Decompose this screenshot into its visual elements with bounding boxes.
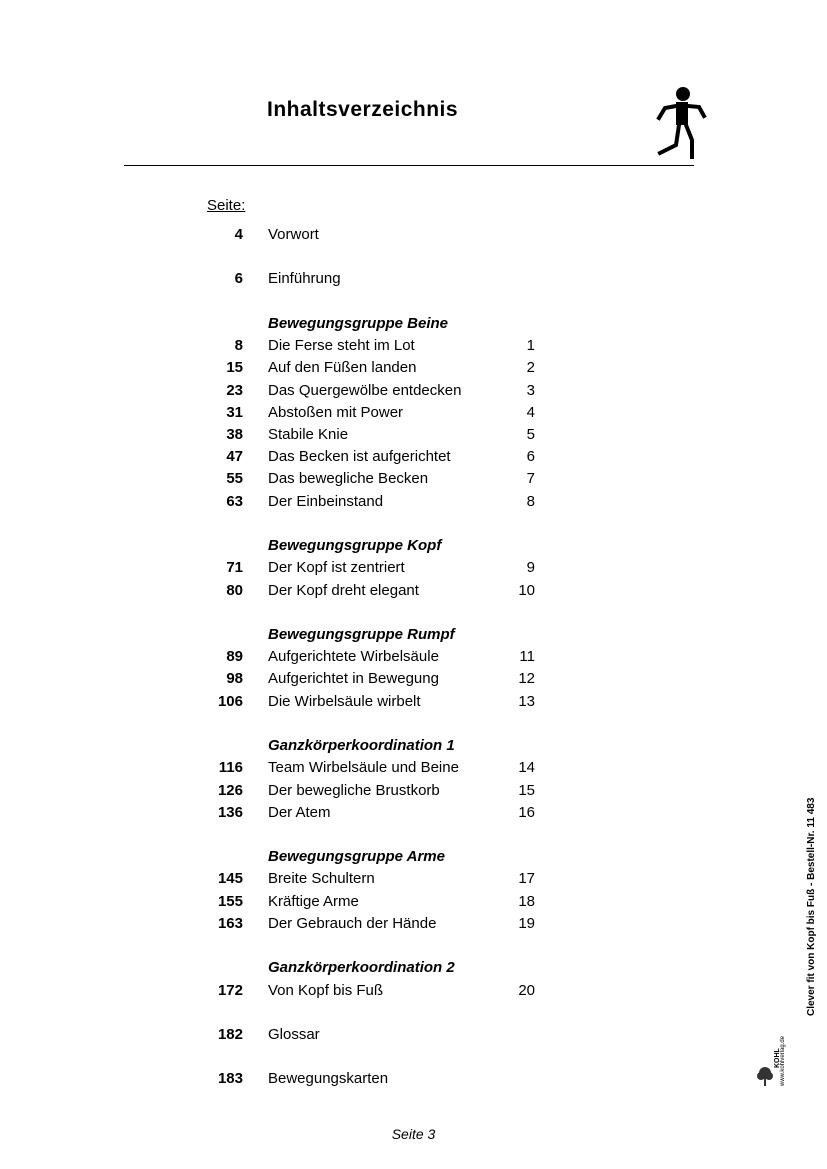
toc-entry-title: Der Kopf dreht elegant bbox=[268, 582, 419, 599]
toc-page-number: 106 bbox=[217, 693, 243, 710]
toc-entry bbox=[0, 470, 600, 490]
publisher-tree-logo-icon bbox=[756, 1066, 774, 1088]
toc-exercise-number: 7 bbox=[526, 470, 535, 487]
toc-entry-title: Abstoßen mit Power bbox=[268, 404, 404, 421]
toc-entry bbox=[0, 559, 600, 579]
toc-page-number: 126 bbox=[217, 782, 243, 799]
toc-entry-title: Der Gebrauch der Hände bbox=[268, 915, 437, 932]
toc-entry bbox=[0, 648, 600, 668]
toc-entry bbox=[0, 359, 600, 379]
toc-page-number: 4 bbox=[234, 226, 243, 243]
toc-page-number: 23 bbox=[226, 382, 243, 399]
toc-entry-title: Breite Schultern bbox=[268, 870, 375, 887]
toc-page-number: 163 bbox=[217, 915, 243, 932]
toc-exercise-number: 9 bbox=[526, 559, 535, 576]
toc-entry-title: Aufgerichtete Wirbelsäule bbox=[268, 648, 439, 665]
toc-entry-title: Von Kopf bis Fuß bbox=[268, 982, 384, 999]
toc-exercise-number: 13 bbox=[518, 693, 535, 710]
toc-section-heading bbox=[0, 626, 600, 646]
toc-exercise-number: 19 bbox=[518, 915, 535, 932]
toc-entry bbox=[0, 582, 600, 602]
toc-entry bbox=[0, 870, 600, 890]
toc-entry-title: Team Wirbelsäule und Beine bbox=[268, 759, 459, 776]
publisher-url: www.kohlverlag.de bbox=[780, 1035, 786, 1086]
toc-entry-title: Das bewegliche Becken bbox=[268, 470, 429, 487]
toc-page-number: 182 bbox=[217, 1026, 243, 1043]
toc-entry-title: Stabile Knie bbox=[268, 426, 349, 443]
toc-exercise-number: 12 bbox=[518, 670, 535, 687]
toc-heading-title: Ganzkörperkoordination 1 bbox=[268, 737, 455, 754]
toc-entry-title: Auf den Füßen landen bbox=[268, 359, 417, 376]
toc-heading-title: Ganzkörperkoordination 2 bbox=[268, 959, 455, 976]
toc-entry-title: Der Atem bbox=[268, 804, 331, 821]
toc-page-number: 98 bbox=[226, 670, 243, 687]
toc-page-number: 145 bbox=[217, 870, 243, 887]
toc-entry bbox=[0, 670, 600, 690]
toc-section-heading bbox=[0, 537, 600, 557]
toc-entry bbox=[0, 693, 600, 713]
toc-entry-title: Der Kopf ist zentriert bbox=[268, 559, 405, 576]
order-info-vertical: Clever fit von Kopf bis Fuß - Bestell-Nr. 11 483 bbox=[806, 797, 817, 1016]
running-figure-icon bbox=[650, 84, 710, 164]
header-divider bbox=[124, 165, 694, 166]
toc-entry-title: Kräftige Arme bbox=[268, 893, 359, 910]
toc-section-heading bbox=[0, 848, 600, 868]
toc-section-heading bbox=[0, 315, 600, 335]
toc-entry bbox=[0, 893, 600, 913]
toc-exercise-number: 3 bbox=[526, 382, 535, 399]
toc-entry-title: Glossar bbox=[268, 1026, 320, 1043]
toc-entry bbox=[0, 270, 600, 290]
toc-page-number: 89 bbox=[226, 648, 243, 665]
toc-page-number: 183 bbox=[217, 1070, 243, 1087]
toc-entry-title: Einführung bbox=[268, 270, 341, 287]
toc-entry-title: Der bewegliche Brustkorb bbox=[268, 782, 440, 799]
toc-page-number: 155 bbox=[217, 893, 243, 910]
toc-entry bbox=[0, 337, 600, 357]
toc-exercise-number: 20 bbox=[518, 982, 535, 999]
toc-entry-title: Der Einbeinstand bbox=[268, 493, 384, 510]
toc-page-number: 8 bbox=[234, 337, 243, 354]
toc-page-number: 6 bbox=[234, 270, 243, 287]
page-number-footer: Seite 3 bbox=[391, 1126, 436, 1142]
toc-page-number: 15 bbox=[226, 359, 243, 376]
toc-exercise-number: 5 bbox=[526, 426, 535, 443]
toc-entry bbox=[0, 759, 600, 779]
toc-exercise-number: 10 bbox=[518, 582, 535, 599]
page-column-label: Seite: bbox=[207, 197, 246, 214]
toc-entry bbox=[0, 1070, 600, 1090]
toc-entry-title: Die Ferse steht im Lot bbox=[268, 337, 415, 354]
toc-exercise-number: 14 bbox=[518, 759, 535, 776]
publisher-logo bbox=[756, 1020, 786, 1088]
toc-entry bbox=[0, 804, 600, 824]
toc-page-number: 172 bbox=[217, 982, 243, 999]
page-title: Inhaltsverzeichnis bbox=[267, 98, 459, 121]
toc-exercise-number: 8 bbox=[526, 493, 535, 510]
toc-entry-title: Das Becken ist aufgerichtet bbox=[268, 448, 451, 465]
toc-exercise-number: 4 bbox=[526, 404, 535, 421]
toc-page-number: 116 bbox=[218, 759, 243, 776]
toc-entry bbox=[0, 382, 600, 402]
toc-entry bbox=[0, 226, 600, 246]
toc-entry-title: Die Wirbelsäule wirbelt bbox=[268, 693, 421, 710]
toc-section-heading bbox=[0, 737, 600, 757]
toc-entry bbox=[0, 915, 600, 935]
toc-exercise-number: 16 bbox=[518, 804, 535, 821]
toc-exercise-number: 18 bbox=[518, 893, 535, 910]
toc-page-number: 63 bbox=[226, 493, 243, 510]
toc-exercise-number: 6 bbox=[526, 448, 535, 465]
toc-heading-title: Bewegungsgruppe Kopf bbox=[268, 537, 442, 554]
toc-heading-title: Bewegungsgruppe Arme bbox=[268, 848, 445, 865]
publisher-name: KOHL bbox=[774, 1048, 781, 1068]
toc-page-number: 55 bbox=[226, 470, 243, 487]
toc-entry bbox=[0, 426, 600, 446]
toc-heading-title: Bewegungsgruppe Beine bbox=[268, 315, 449, 332]
toc-entry bbox=[0, 404, 600, 424]
toc-page-number: 31 bbox=[226, 404, 243, 421]
toc-entry bbox=[0, 1026, 600, 1046]
toc-page-number: 136 bbox=[217, 804, 243, 821]
toc-entry bbox=[0, 493, 600, 513]
toc-page-number: 80 bbox=[226, 582, 243, 599]
toc-entry-title: Aufgerichtet in Bewegung bbox=[268, 670, 439, 687]
toc-entry bbox=[0, 982, 600, 1002]
toc-entry-title: Vorwort bbox=[268, 226, 319, 243]
toc-entry-title: Bewegungskarten bbox=[268, 1070, 389, 1087]
toc-section-heading bbox=[0, 959, 600, 979]
toc-page-number: 38 bbox=[226, 426, 243, 443]
toc-entry bbox=[0, 782, 600, 802]
toc-page-number: 71 bbox=[226, 559, 243, 576]
toc-page-number: 47 bbox=[226, 448, 243, 465]
toc-exercise-number: 11 bbox=[519, 648, 535, 665]
toc-entry-title: Das Quergewölbe entdecken bbox=[268, 382, 462, 399]
toc-exercise-number: 17 bbox=[518, 870, 535, 887]
toc-heading-title: Bewegungsgruppe Rumpf bbox=[268, 626, 455, 643]
toc-exercise-number: 2 bbox=[526, 359, 535, 376]
toc-exercise-number: 1 bbox=[526, 337, 535, 354]
toc-exercise-number: 15 bbox=[518, 782, 535, 799]
toc-entry bbox=[0, 448, 600, 468]
